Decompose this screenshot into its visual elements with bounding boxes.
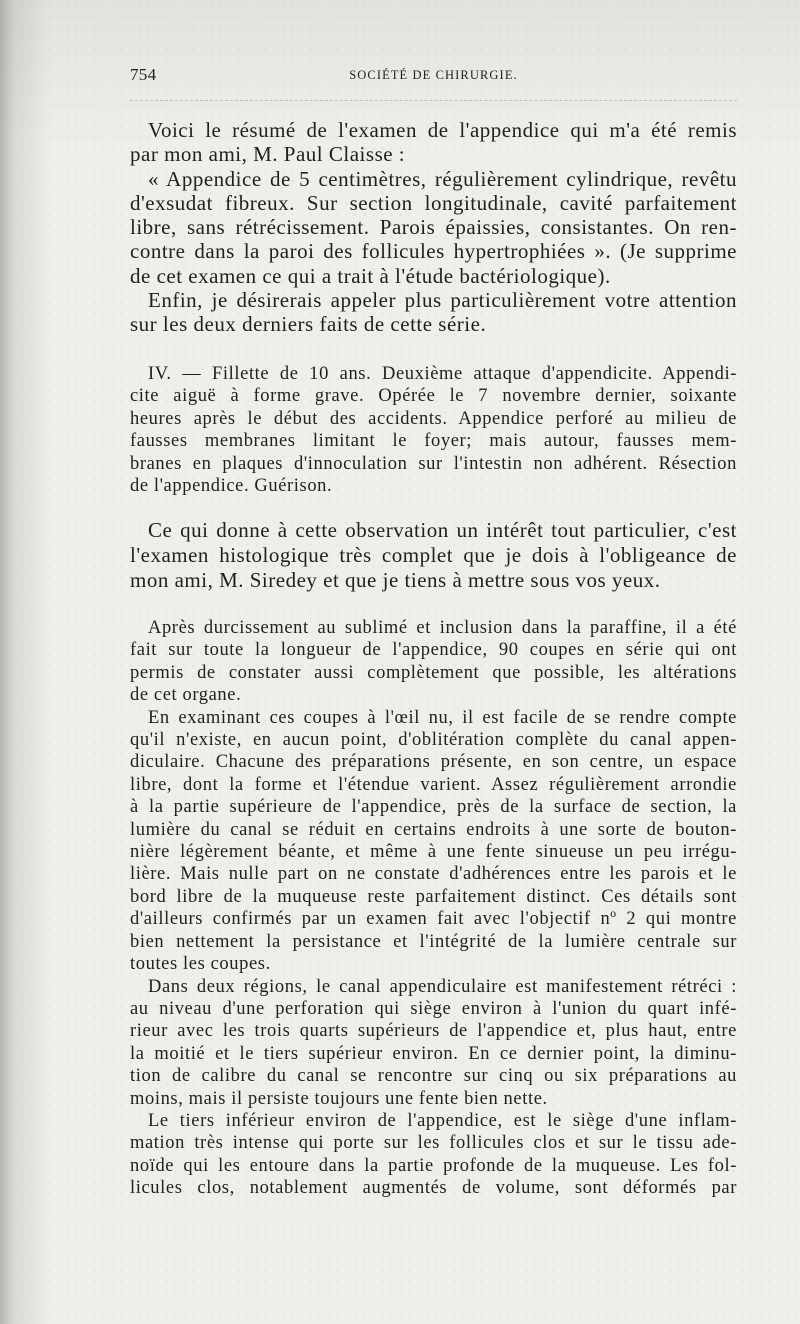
text-line: de l'appendice. Guérison. <box>130 476 333 497</box>
text-line: l'examen histologique très complet que je dois à l'obligeance de <box>130 542 737 567</box>
text-line: nière légèrement béante, et même à une fente sinueuse un peu irrégu- <box>130 842 737 863</box>
text-line: diculaire. Chacune des préparations présente, en son centre, un espace <box>130 752 737 773</box>
section-observation-iv <box>130 363 737 497</box>
paragraph-preparation <box>130 617 737 707</box>
text-line: IV. — Fillette de 10 ans. Deuxième attaque d'appendicite. Appendi- <box>148 364 737 384</box>
text-line: libre, dont la forme et l'étendue varient. Assez régulièrement arrondie <box>130 774 737 795</box>
text-line: lumière du canal se réduit en certains endroits à une sorte de bouton- <box>130 819 737 840</box>
text-line: au niveau d'une perforation qui siège environ à l'union du quart infé- <box>130 998 737 1019</box>
text-line: Voici le résumé de l'examen de l'appendice qui m'a été remis <box>148 118 737 142</box>
text-line: cite aiguë à forme grave. Opérée le 7 novembre dernier, soixante <box>130 386 737 407</box>
paragraph-transition <box>130 288 737 337</box>
text-line: branes en plaques d'innoculation sur l'intestin non adhérent. Résection <box>130 453 737 474</box>
text-line: toutes les coupes. <box>130 954 271 975</box>
text-line: permis de constater aussi complètement que possible, les altérations <box>130 662 737 683</box>
text-line: moins, mais il persiste toujours une fente bien nette. <box>130 1088 548 1109</box>
text-line: « Appendice de 5 centimètres, régulièrement cylindrique, revêtu <box>148 166 737 191</box>
text-line: fausses membranes limitant le foyer; mais autour, fausses mem- <box>130 431 737 452</box>
running-head: SOCIÉTÉ DE CHIRURGIE. <box>349 68 518 82</box>
paragraph-report-intro <box>130 118 737 167</box>
paragraph-observation-iv <box>130 363 737 497</box>
section-histology-findings <box>130 617 737 1200</box>
text-line: bord libre de la muqueuse reste parfaitement distinct. Ces détails sont <box>130 886 737 907</box>
header-rule <box>130 100 737 101</box>
text-line: d'exsudat fibreux. Sur section longitudinale, cavité parfaitement <box>130 190 737 215</box>
paragraph-histology-intro <box>130 518 737 592</box>
text-line: Enfin, je désirerais appeler plus particulièrement votre attention <box>148 287 737 312</box>
text-line: rieur avec les trois quarts supérieurs de l'appendice et, plus haut, entre <box>130 1021 737 1042</box>
text-line: lière. Mais nulle part on ne constate d'adhérences entre les parois et le <box>130 864 737 885</box>
text-line: mation très intense qui porte sur les follicules clos et sur le tissu ade- <box>130 1133 737 1154</box>
section-histology-intro <box>130 518 737 592</box>
text-line: qu'il n'existe, en aucun point, d'oblitération complète du canal appen- <box>130 730 737 751</box>
text-line: sur les deux derniers faits de cette série. <box>130 312 487 336</box>
text-line: Après durcissement au sublimé et inclusion dans la paraffine, il a été <box>148 618 737 638</box>
text-line: noïde qui les entoure dans la partie profonde de la muqueuse. Les fol- <box>130 1155 737 1176</box>
text-line: la moitié et le tiers supérieur environ. En ce dernier point, la diminu- <box>130 1043 737 1064</box>
text-line: par mon ami, M. Paul Claisse : <box>130 142 406 167</box>
text-line: de cet examen ce qui a trait à l'étude bactériologique). <box>130 263 611 288</box>
text-line: tion de calibre du canal se rencontre sur cinq ou six préparations au <box>130 1066 737 1087</box>
text-line: Dans deux régions, le canal appendiculaire est manifestement rétréci : <box>148 976 737 997</box>
paragraph-report-quote <box>130 167 737 288</box>
page-number: 754 <box>130 65 157 84</box>
section-report-summary <box>130 118 737 336</box>
text-line: contre dans la paroi des follicules hypertrophiées ». (Je supprime <box>130 239 737 264</box>
text-line: licules clos, notablement augmentés de volume, sont déformés par <box>130 1178 737 1199</box>
text-line: Ce qui donne à cette observation un intérêt tout particulier, c'est <box>148 518 737 542</box>
text-line: libre, sans rétrécissement. Parois épaissies, consistantes. On ren- <box>130 215 737 239</box>
text-line: bien nettement la persistance et l'intégrité de la lumière centrale sur <box>130 931 737 952</box>
text-line: mon ami, M. Siredey et que je tiens à mettre sous vos yeux. <box>130 567 661 592</box>
text-line: Le tiers inférieur environ de l'appendice, est le siège d'une inflam- <box>148 1110 737 1131</box>
text-line: En examinant ces coupes à l'œil nu, il est facile de se rendre compte <box>148 707 737 728</box>
text-line: fait sur toute la longueur de l'appendice, 90 coupes en série qui ont <box>130 640 737 661</box>
text-line: heures après le début des accidents. Appendice perforé au milieu de <box>130 408 737 429</box>
paragraph-narrowing <box>130 976 737 1110</box>
paragraph-naked-eye-exam <box>130 707 737 976</box>
text-line: d'ailleurs confirmés par un examen fait avec l'objectif nº 2 qui montre <box>130 909 737 930</box>
text-line: de cet organe. <box>130 685 242 706</box>
paragraph-inflammation <box>130 1110 737 1200</box>
text-line: à la partie supérieure de l'appendice, près de la surface de section, la <box>130 797 737 818</box>
